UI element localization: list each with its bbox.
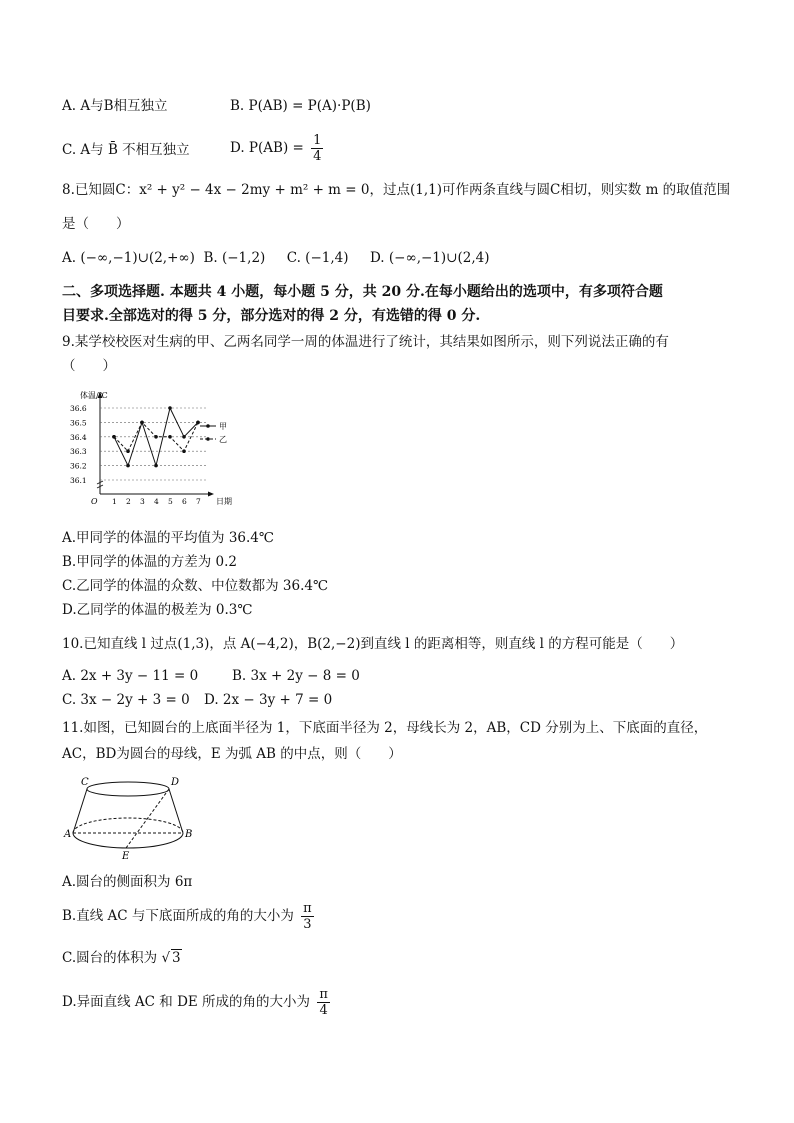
fraction-denominator: 3 xyxy=(303,917,312,932)
y-tick-label: 36.6 xyxy=(70,404,87,413)
q7-option-d xyxy=(230,128,323,168)
y-tick-label: 36.2 xyxy=(70,461,87,471)
data-point xyxy=(154,435,158,439)
legend-marker xyxy=(206,424,210,428)
data-point xyxy=(168,406,172,410)
q11-option-d-fraction xyxy=(317,987,330,1018)
q9-stem-line1: 9.某学校校医对生病的甲、乙两名同学一周的体温进行了统计，其结果如图所示，则下列说法正确的有 xyxy=(62,334,669,350)
q11-option-c-text: C.圆台的体积为 xyxy=(62,950,158,966)
y-axis-label: 体温/℃ xyxy=(80,391,108,400)
origin-label: O xyxy=(91,497,98,506)
q7-option-b: B. P(AB) = P(A)·P(B) xyxy=(230,98,371,114)
y-tick-label: 36.3 xyxy=(70,447,87,457)
section2-header-line1: 二、多项选择题. 本题共 4 小题，每小题 5 分，共 20 分.在每小题给出的选项中，有多项符合题 xyxy=(62,284,663,300)
q11-option-b xyxy=(62,896,314,936)
q11-stem-line2: AC，BD为圆台的母线，E 为弧 AB 的中点，则（ ） xyxy=(62,746,402,762)
data-point xyxy=(140,421,144,425)
data-point xyxy=(154,464,158,468)
y-tick-label: 36.1 xyxy=(70,476,87,485)
x-tick-label: 6 xyxy=(182,497,187,506)
q7-option-c: C. A与 B̄ 不相互独立 xyxy=(62,142,190,158)
x-axis-label: 日期 xyxy=(216,497,232,506)
q11-option-d xyxy=(62,982,330,1022)
x-axis-arrow xyxy=(208,492,214,497)
fraction-denominator: 4 xyxy=(313,149,322,164)
frustum-figure xyxy=(60,776,200,862)
x-tick-label: 1 xyxy=(112,497,117,506)
q10-stem: 10.已知直线 l 过点(1,3)，点 A(−4,2)，B(2,−2)到直线 l 的距离相等，则直线 l 的方程可能是（ ） xyxy=(62,636,684,652)
q11-option-c xyxy=(62,948,182,968)
q11-option-a: A.圆台的侧面积为 6π xyxy=(62,874,193,890)
fraction-numerator: π xyxy=(319,987,328,1002)
q7-option-a: A. A与B相互独立 xyxy=(62,98,168,114)
temperature-line-chart xyxy=(60,388,240,512)
legend-marker xyxy=(206,437,210,441)
data-point xyxy=(112,435,116,439)
x-tick-label: 2 xyxy=(126,497,131,506)
fraction-numerator: 1 xyxy=(313,133,322,148)
q11-option-b-text: B.直线 AC 与下底面所成的角的大小为 xyxy=(62,908,294,924)
q10-option-b: B. 3x + 2y − 8 = 0 xyxy=(232,668,360,684)
q8-stem-line1: 8.已知圆C：x² + y² − 4x − 2my + m² + m = 0，过点(1,1)可作两条直线与圆C相切，则实数 m 的取值范围 xyxy=(62,182,731,198)
q10-option-d: D. 2x − 3y + 7 = 0 xyxy=(204,692,333,708)
q10-option-a: A. 2x + 3y − 11 = 0 xyxy=(62,668,199,684)
q9-stem-line2: （ ） xyxy=(62,358,116,374)
x-tick-label: 5 xyxy=(168,497,173,506)
fraction-numerator: π xyxy=(303,901,312,916)
q11-option-d-text: D.异面直线 AC 和 DE 所成的角的大小为 xyxy=(62,994,311,1010)
label-b: B xyxy=(185,829,193,840)
sqrt-radicand: 3 xyxy=(172,950,181,966)
q11-stem-line1: 11.如图，已知圆台的上底面半径为 1，下底面半径为 2，母线长为 2，AB，CD 分别为上、下底面的直径， xyxy=(62,720,708,736)
data-point xyxy=(182,449,186,453)
data-point xyxy=(126,449,130,453)
data-point xyxy=(168,435,172,439)
q7-option-d-fraction xyxy=(311,133,323,164)
q8-stem-line2: 是（ ） xyxy=(62,216,130,232)
x-tick-label: 3 xyxy=(140,497,145,506)
data-point xyxy=(196,421,200,425)
label-e: E xyxy=(122,851,130,862)
segment-de xyxy=(126,789,169,848)
q10-option-c: C. 3x − 2y + 3 = 0 xyxy=(62,692,190,708)
data-point xyxy=(182,435,186,439)
top-base-ellipse xyxy=(87,782,169,796)
section2-header-line2: 目要求.全部选对的得 5 分，部分选对的得 2 分，有选错的得 0 分. xyxy=(62,308,481,324)
q7-option-d-text: D. P(AB) = xyxy=(230,140,304,156)
q11-option-b-fraction xyxy=(301,901,314,932)
legend-label: 甲 xyxy=(219,422,227,431)
q9-option-b: B.甲同学的体温的方差为 0.2 xyxy=(62,554,237,570)
q9-option-a: A.甲同学的体温的平均值为 36.4℃ xyxy=(62,530,274,546)
y-tick-label: 36.5 xyxy=(70,418,87,428)
label-a: A xyxy=(64,829,72,840)
sqrt-sign: √ xyxy=(161,950,171,966)
x-tick-label: 4 xyxy=(154,497,159,506)
q8-options: A. (−∞,−1)∪(2,+∞) B. (−1,2) C. (−1,4) D. (−∞,−1)∪(2,4) xyxy=(62,250,490,266)
fraction-denominator: 4 xyxy=(319,1003,328,1018)
y-tick-label: 36.4 xyxy=(70,432,87,442)
generatrix-bd xyxy=(169,789,183,833)
q9-option-d: D.乙同学的体温的极差为 0.3℃ xyxy=(62,602,253,618)
label-c: C xyxy=(81,777,89,788)
bottom-base-back-arc xyxy=(73,818,183,833)
generatrix-ac xyxy=(73,789,87,833)
legend-label: 乙 xyxy=(219,435,227,444)
x-tick-label: 7 xyxy=(196,497,201,506)
label-d: D xyxy=(171,777,180,788)
q9-option-c: C.乙同学的体温的众数、中位数都为 36.4℃ xyxy=(62,578,329,594)
data-point xyxy=(126,464,130,468)
